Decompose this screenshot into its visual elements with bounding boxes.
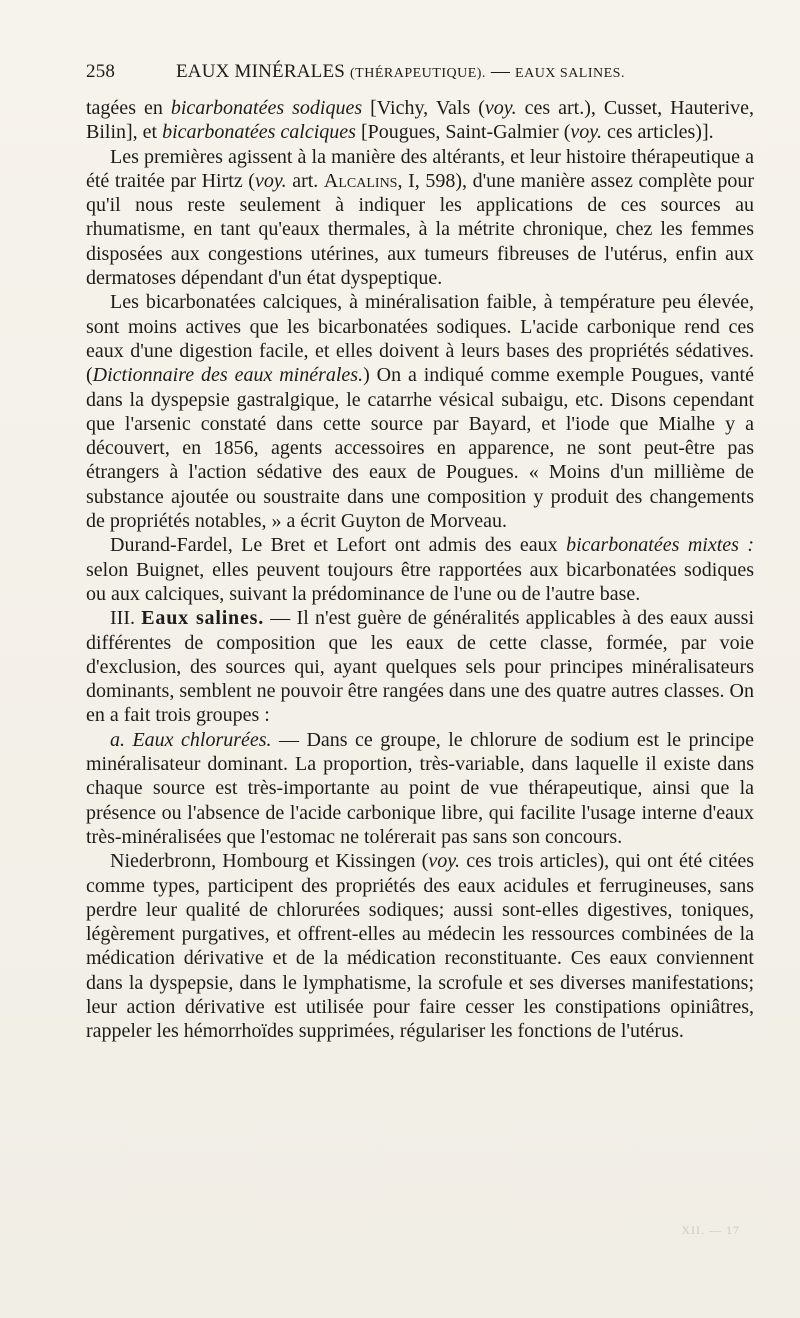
italic-run: Dictionnaire des eaux minérales.	[92, 364, 364, 387]
running-header	[86, 60, 756, 86]
text-run: , I, 598), d'une manière assez complète pour qu'il nous reste seulement à indiquer les applications de ces sources au rhumatisme, en tant qu'eaux thermales, à la métrite chronique, chez les femmes disposées aux congestions utérines, aux tumeurs fibreuses de l'utérus, enfin aux dermatoses dépendant d'un état dyspeptique.	[86, 169, 755, 290]
text-run: Durand-Fardel, Le Bret et Lefort ont admis des eaux	[110, 534, 567, 557]
text-run: — Dans ce groupe, le chlorure de sodium est le principe minéralisateur dominant. La proportion, très-variable, dans laquelle il existe dans chaque source est très-importante au point de vue thérapeutique, ainsi que la présence ou l'absence de l'acide carbonique libre, qui facilite l'usage interne d'eaux très-minéralisées que l'estomac ne tolérerait pas sans son concours.	[86, 728, 754, 848]
text-run: tagées en	[86, 97, 171, 119]
italic-run: voy.	[254, 169, 287, 192]
section-heading: Eaux salines.	[141, 607, 265, 630]
italic-run: voy.	[484, 97, 517, 119]
text-run: selon Buignet, elles peuvent toujours être rapportées aux bicarbonatées sodiques ou aux calciques, suivant la prédominance de l'une ou de l'autre base.	[86, 558, 754, 605]
paragraph-mixtes	[86, 533, 754, 606]
italic-run: bicarbonatées mixtes :	[566, 534, 754, 557]
small-caps-run: Alcalins	[323, 169, 398, 192]
section-number: III.	[110, 607, 135, 630]
header-dash: —	[490, 61, 511, 82]
italic-run: voy.	[570, 121, 603, 144]
paragraph-premieres	[86, 145, 754, 291]
text-run: Les bicarbonatées calciques, à minéralisation faible, à température peu élevée, sont moins actives que les bicarbonatées sodiques. L'acide carbonique rend ces eaux d'une digestion facile, et elles doivent à leurs bases des propriétés sédatives. (	[86, 291, 754, 387]
text-run: [Pougues, Saint-Galmier (	[355, 121, 571, 144]
paragraph-niederbronn	[86, 849, 754, 1043]
bleed-through-text: XII. — 17	[681, 1223, 740, 1237]
page-body	[86, 96, 754, 1044]
text-run: ces trois articles), qui ont été citées comme types, participent des propriétés des eaux acidules et ferrugineuses, sans perdre leur qualité de chlorurées sodiques; aussi sont-elles digestives, toniques, légèrement purgatives, et offrent-elles au médecin les ressources combinées de la médication dérivative et de la médication reconstituante. Ces eaux conviennent dans la dyspepsie, dans le lymphatisme, la scrofule et ses diverses manifestations; leur action dérivative est utilisée pour faire cesser les constipations opiniâtres, rappeler les hémorrhoïdes supprimées, régulariser les fonctions de l'utérus.	[86, 850, 755, 1043]
text-run: — Il n'est guère de généralités applicables à des eaux aussi différentes de composition que les eaux de cette classe, formée, par voie d'exclusion, des sources qui, ayant quelques sels pour principes minéralisateurs dominants, semblent ne pouvoir être rangées dans une des quatre autres classes. On en a fait trois groupes :	[86, 607, 755, 727]
paragraph-chlorurees	[86, 728, 754, 849]
italic-run: bicarbonatées sodiques	[170, 97, 363, 119]
text-run: Les premières agissent à la manière des altérants, et leur histoire thérapeutique a été traitée par Hirtz (	[86, 145, 754, 192]
header-title: EAUX MINÉRALES	[176, 61, 346, 82]
italic-run: bicarbonatées calciques	[162, 121, 356, 144]
paragraph-continuation	[86, 96, 754, 145]
page-number: 258	[86, 61, 116, 82]
header-section: EAUX SALINES.	[515, 66, 625, 81]
paragraph-calciques	[86, 290, 754, 533]
text-run: ces art.), Cusset, Hauterive, Bilin], et	[86, 97, 755, 144]
text-run: art.	[286, 169, 324, 192]
italic-run: a. Eaux chlorurées.	[110, 728, 272, 751]
text-run: ) On a indiqué comme exemple Pougues, vanté dans la dyspepsie gastralgique, le catarrhe vésical subaigu, etc. Disons cependant que l'arsenic constaté dans cette source par Bayard, et l'iode que Mialhe y a découvert, en 1856, agents accessoires en apparence, ne sont peut-être pas étrangers à l'action sédative des eaux de Pougues. « Moins d'un millième de substance ajoutée ou soustraite dans une composition y produit des changements de propriétés notables, » a écrit Guyton de Morveau.	[86, 364, 754, 533]
paragraph-eaux-salines	[86, 606, 754, 727]
text-run: ces articles)].	[602, 121, 714, 144]
italic-run: voy.	[428, 850, 461, 873]
text-run: [Vichy, Vals (	[362, 97, 485, 119]
header-subtitle: (THÉRAPEUTIQUE).	[350, 66, 486, 81]
text-run: Niederbronn, Hombourg et Kissingen (	[110, 850, 429, 873]
